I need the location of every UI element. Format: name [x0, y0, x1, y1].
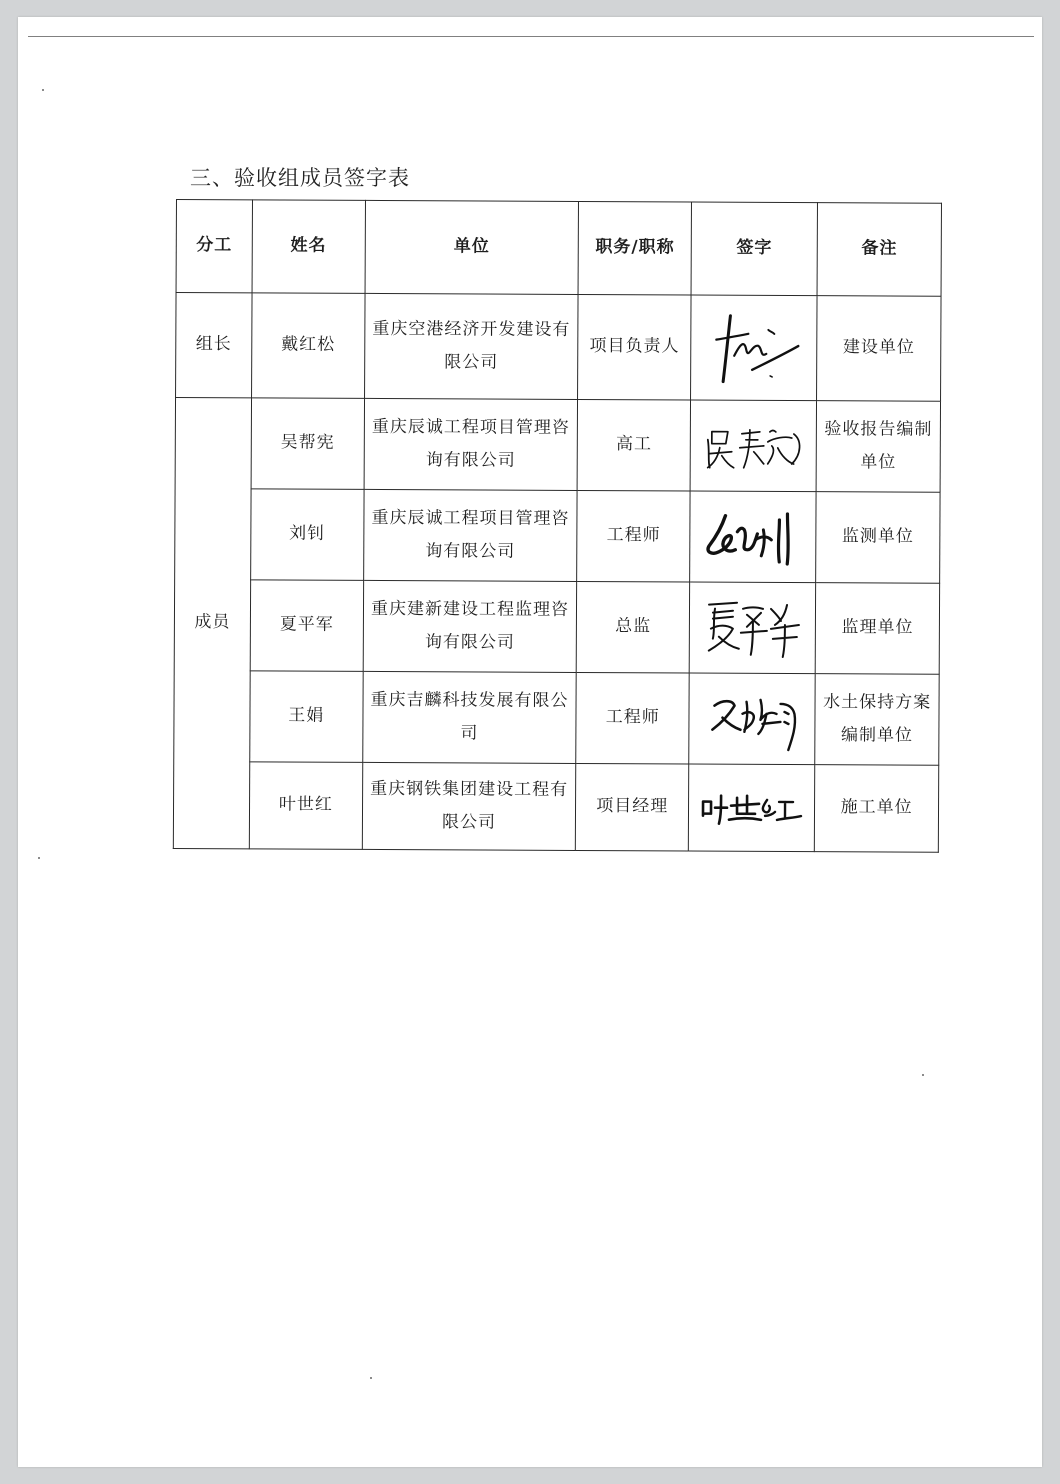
table-header-row [176, 200, 941, 297]
scan-top-rule [28, 36, 1034, 37]
cell-position: 项目负责人 [578, 294, 691, 400]
handwritten-signature-icon [701, 418, 805, 475]
cell-signature [689, 582, 815, 674]
cell-signature [689, 673, 815, 765]
header-name: 姓名 [252, 200, 365, 294]
cell-name: 夏平军 [250, 580, 363, 672]
header-org: 单位 [365, 200, 579, 294]
handwritten-signature-icon [702, 310, 806, 387]
cell-position: 高工 [577, 399, 690, 491]
header-role: 分工 [176, 200, 252, 293]
member-signature-table [173, 199, 942, 853]
scan-speck [42, 89, 44, 91]
cell-org: 重庆吉麟科技发展有限公司 [362, 671, 576, 763]
header-note: 备注 [817, 203, 941, 297]
table-row-member [175, 398, 940, 493]
scan-speck [370, 1377, 372, 1379]
cell-org: 重庆辰诚工程项目管理咨询有限公司 [364, 398, 578, 490]
handwritten-signature-icon [701, 506, 805, 569]
section-title: 三、验收组成员签字表 [190, 166, 410, 190]
cell-signature [690, 491, 816, 583]
table-row-member [174, 579, 939, 674]
cell-org: 重庆空港经济开发建设有限公司 [364, 293, 578, 399]
cell-position: 项目经理 [576, 763, 689, 851]
cell-org: 重庆辰诚工程项目管理咨询有限公司 [363, 489, 577, 581]
handwritten-signature-icon [697, 786, 807, 831]
cell-org: 重庆钢铁集团建设工程有限公司 [362, 762, 576, 850]
cell-position: 总监 [577, 581, 690, 673]
cell-signature [689, 764, 815, 852]
cell-name: 吴帮宪 [251, 398, 364, 490]
cell-name: 叶世红 [249, 762, 362, 850]
header-signature: 签字 [691, 202, 817, 296]
cell-note: 水土保持方案编制单位 [815, 674, 939, 766]
cell-note: 监理单位 [815, 583, 939, 675]
cell-note: 施工单位 [814, 765, 938, 853]
cell-name: 戴红松 [251, 293, 364, 399]
cell-org: 重庆建新建设工程监理咨询有限公司 [363, 580, 577, 672]
handwritten-signature-icon [700, 595, 804, 662]
table-row-member [175, 488, 940, 583]
cell-signature [690, 400, 816, 492]
scan-speck [922, 1074, 924, 1076]
cell-name: 刘钊 [251, 489, 364, 581]
scanned-page [18, 17, 1042, 1467]
cell-note: 建设单位 [817, 296, 941, 402]
table-row-leader [176, 293, 942, 402]
cell-note: 验收报告编制单位 [816, 401, 940, 493]
cell-note: 监测单位 [816, 492, 940, 584]
cell-position: 工程师 [576, 672, 689, 764]
handwritten-signature-icon [700, 684, 804, 755]
scan-speck [38, 857, 40, 859]
cell-name: 王娟 [250, 671, 363, 763]
cell-signature [691, 295, 817, 401]
cell-role-members: 成员 [173, 398, 251, 849]
cell-position: 工程师 [577, 490, 690, 582]
cell-role: 组长 [176, 293, 252, 398]
table-row-member [173, 761, 938, 852]
header-position: 职务/职称 [578, 201, 691, 295]
table-row-member [174, 670, 939, 765]
